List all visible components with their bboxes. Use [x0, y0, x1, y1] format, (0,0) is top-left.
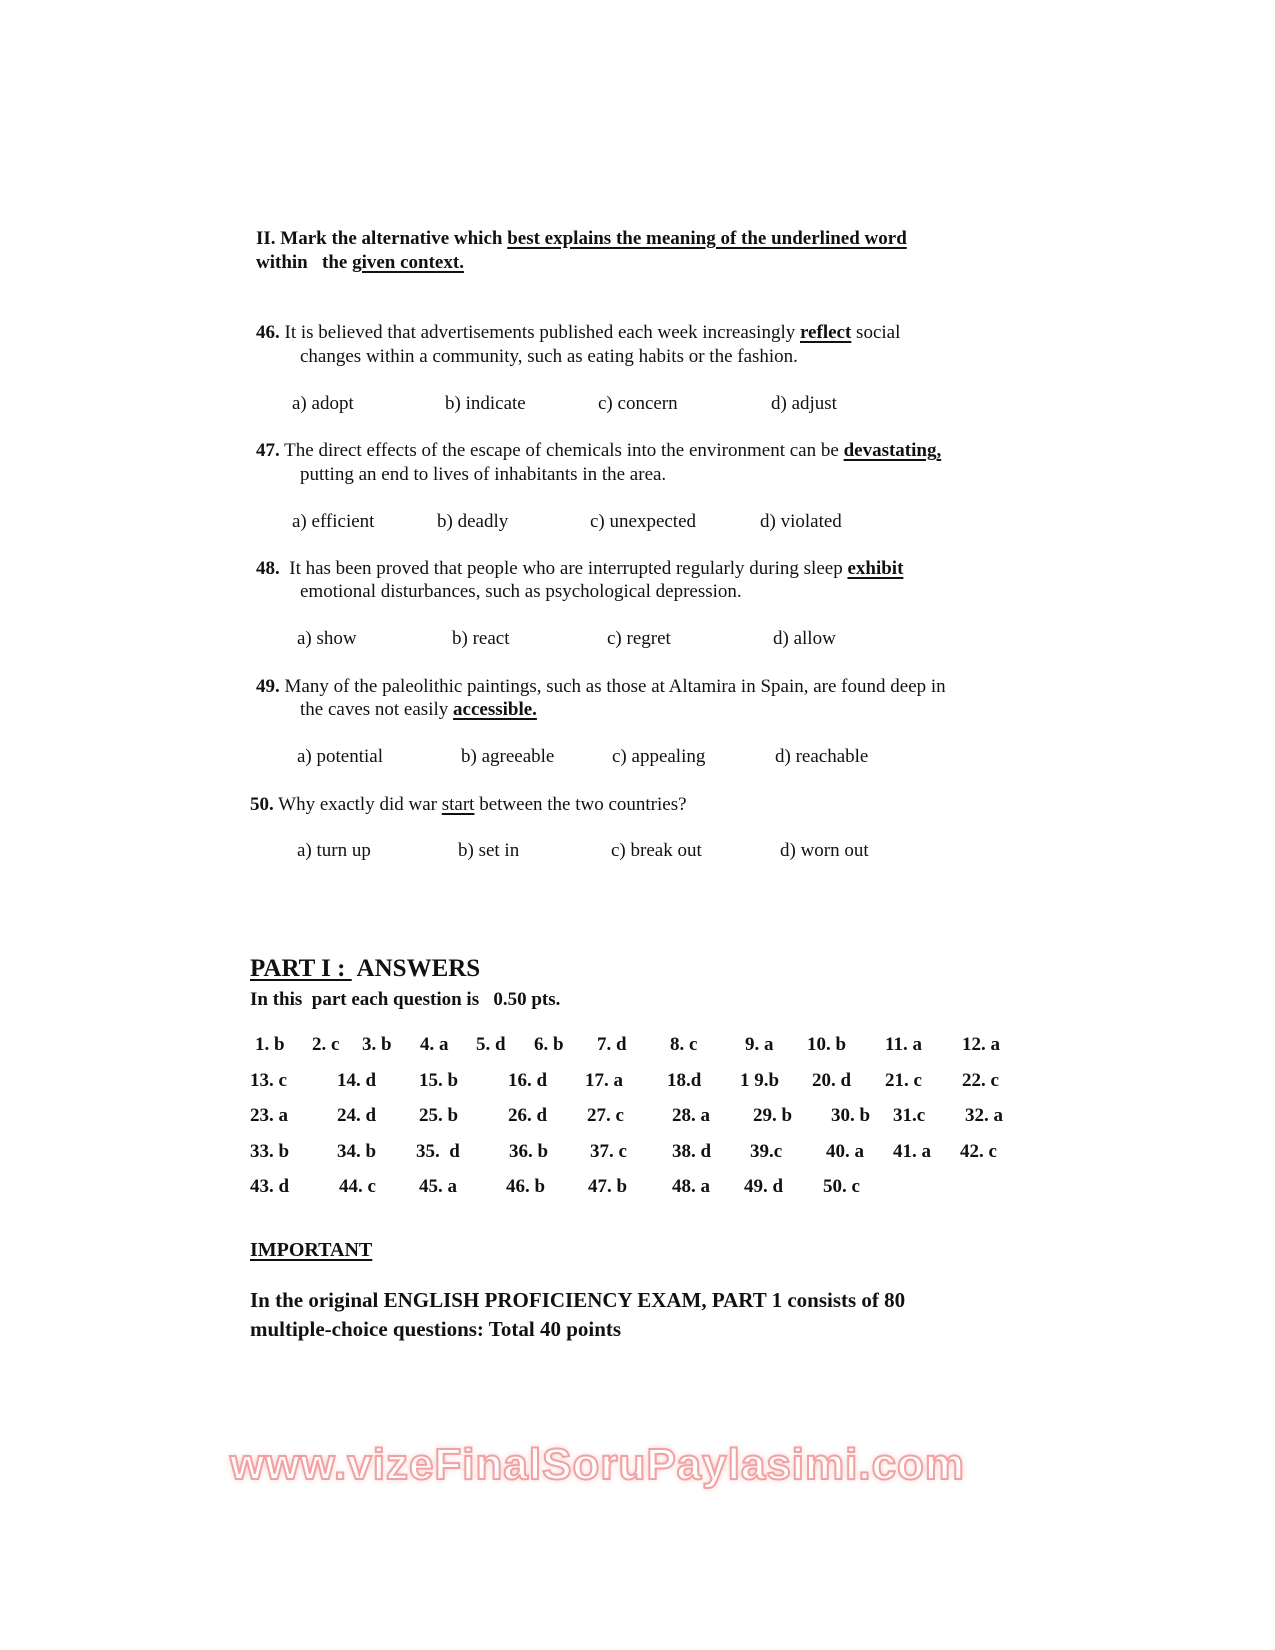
heading-text: II. Mark the alternative which [256, 228, 508, 249]
answer-item: 38. d [672, 1141, 712, 1162]
answer-item: 13. c [250, 1070, 287, 1091]
question-text: changes within a community, such as eating habits or the fashion. [300, 346, 798, 367]
question-text: Many of the paleolithic paintings, such as those at Altamira in Spain, are found deep in [284, 676, 946, 697]
question-text: social [851, 322, 901, 343]
watermark: www.vizeFinalSoruPaylasimi.com [230, 1440, 966, 1489]
answer-item: 28. a [672, 1105, 710, 1126]
answer-item: 21. c [885, 1070, 922, 1091]
answer-item: 37. c [590, 1141, 627, 1162]
question-keyword: exhibit [847, 558, 904, 579]
answer-item: 23. a [250, 1105, 288, 1126]
answer-item: 10. b [807, 1034, 847, 1055]
answer-item: 17. a [585, 1070, 623, 1091]
answer-item: 8. c [670, 1034, 698, 1055]
option-b[interactable]: b) agreeable [461, 746, 555, 767]
answer-item: 48. a [672, 1176, 710, 1197]
option-a[interactable]: a) turn up [297, 840, 371, 861]
answer-item: 2. c [312, 1034, 340, 1055]
section-heading [256, 228, 907, 250]
heading-underlined: best explains the meaning of the underlined word [507, 228, 907, 249]
answer-item: 1 9.b [740, 1070, 780, 1091]
important-line-1: In the original ENGLISH PROFICIENCY EXAM, PART 1 consists of 80 [250, 1288, 906, 1312]
answers-title [250, 955, 480, 983]
answer-item: 43. d [250, 1176, 290, 1197]
answer-item: 18.d [667, 1070, 702, 1091]
question-text: emotional disturbances, such as psychological depression. [300, 581, 742, 602]
answer-item: 1. b [255, 1034, 285, 1055]
answer-item: 24. d [337, 1105, 377, 1126]
option-c[interactable]: c) regret [607, 628, 671, 649]
option-d[interactable]: d) adjust [771, 393, 837, 414]
option-c[interactable]: c) break out [611, 840, 702, 861]
answer-item: 34. b [337, 1141, 377, 1162]
option-c[interactable]: c) concern [598, 393, 678, 414]
heading-text: within the [256, 252, 353, 273]
section-heading-line2 [256, 252, 464, 274]
answer-item: 15. b [419, 1070, 459, 1091]
question-keyword: devastating, [843, 440, 942, 461]
answer-item: 3. b [362, 1034, 392, 1055]
answer-item: 31.c [893, 1105, 926, 1126]
answer-item: 36. b [509, 1141, 549, 1162]
answer-item: 41. a [893, 1141, 931, 1162]
question-text: It has been proved that people who are interrupted regularly during sleep [289, 558, 848, 579]
answer-item: 39.c [750, 1141, 783, 1162]
answer-item: 26. d [508, 1105, 548, 1126]
answer-item: 25. b [419, 1105, 459, 1126]
answer-item: 5. d [476, 1034, 506, 1055]
question-keyword: accessible. [453, 699, 537, 720]
question-number: 50. [250, 794, 274, 815]
question-number: 48. [256, 558, 280, 579]
answer-item: 11. a [885, 1034, 922, 1055]
option-b[interactable]: b) react [452, 628, 510, 649]
answer-item: 20. d [812, 1070, 852, 1091]
option-b[interactable]: b) set in [458, 840, 520, 861]
answer-item: 14. d [337, 1070, 377, 1091]
question-text: putting an end to lives of inhabitants in the area. [300, 464, 667, 485]
answer-item: 40. a [826, 1141, 864, 1162]
answers-subtitle: In this part each question is 0.50 pts. [250, 989, 561, 1010]
question-number: 49. [256, 676, 280, 697]
option-a[interactable]: a) show [297, 628, 357, 649]
important-heading: IMPORTANT [250, 1239, 373, 1261]
option-b[interactable]: b) deadly [437, 511, 509, 532]
answer-item: 30. b [831, 1105, 871, 1126]
answer-item: 16. d [508, 1070, 548, 1091]
option-d[interactable]: d) reachable [775, 746, 869, 767]
answer-item: 27. c [587, 1105, 624, 1126]
question-text: the caves not easily [300, 699, 454, 720]
question-keyword: reflect [799, 322, 852, 343]
answer-item: 22. c [962, 1070, 999, 1091]
question-text: The direct effects of the escape of chemicals into the environment can be [284, 440, 844, 461]
answer-item: 42. c [960, 1141, 997, 1162]
answer-item: 7. d [597, 1034, 627, 1055]
answer-item: 45. a [419, 1176, 457, 1197]
question-number: 47. [256, 440, 280, 461]
option-d[interactable]: d) violated [760, 511, 842, 532]
heading-underlined: given context. [352, 252, 464, 273]
answer-item: 4. a [420, 1034, 449, 1055]
answer-item: 9. a [745, 1034, 774, 1055]
option-a[interactable]: a) potential [297, 746, 383, 767]
answer-item: 46. b [506, 1176, 546, 1197]
important-line-2: multiple-choice questions: Total 40 points [250, 1317, 622, 1341]
answers-title-part: PART I : [250, 955, 352, 982]
answer-item: 6. b [534, 1034, 564, 1055]
answer-item: 33. b [250, 1141, 290, 1162]
answer-item: 12. a [962, 1034, 1000, 1055]
option-c[interactable]: c) appealing [612, 746, 706, 767]
answer-item: 47. b [588, 1176, 628, 1197]
answer-item: 50. c [823, 1176, 860, 1197]
answer-item: 44. c [339, 1176, 376, 1197]
option-a[interactable]: a) efficient [292, 511, 375, 532]
option-a[interactable]: a) adopt [292, 393, 354, 414]
option-d[interactable]: d) worn out [780, 840, 869, 861]
answer-item: 49. d [744, 1176, 784, 1197]
question-text: Why exactly did war [278, 794, 442, 815]
question-text: It is believed that advertisements published each week increasingly [284, 322, 800, 343]
answer-item: 29. b [753, 1105, 793, 1126]
option-d[interactable]: d) allow [773, 628, 836, 649]
option-c[interactable]: c) unexpected [590, 511, 697, 532]
option-b[interactable]: b) indicate [445, 393, 526, 414]
answer-item: 32. a [965, 1105, 1003, 1126]
question-keyword: start [441, 794, 475, 815]
answer-item: 35. d [416, 1141, 460, 1162]
question-number: 46. [256, 322, 280, 343]
question-text: between the two countries? [474, 794, 687, 815]
answers-title-rest: ANSWERS [351, 955, 481, 982]
